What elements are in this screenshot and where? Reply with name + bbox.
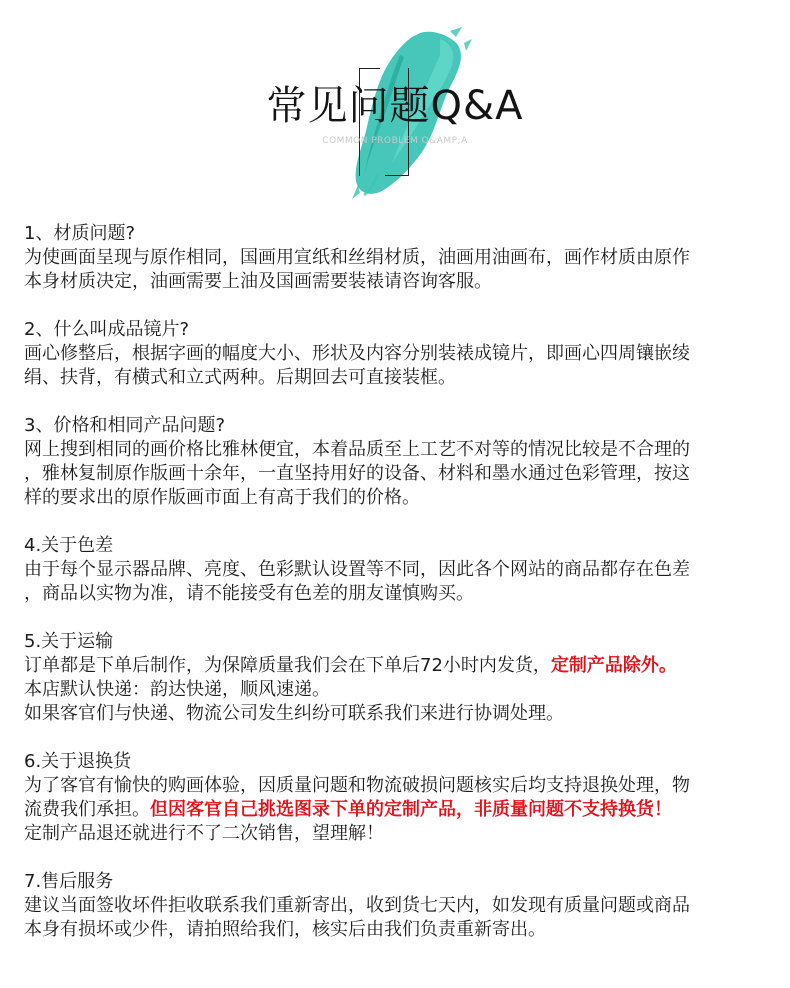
answer-line: 画心修整后，根据字画的幅度大小、形状及内容分别装裱成镜片，即画心四周镶嵌绫 (24, 343, 690, 364)
answer-line (24, 654, 772, 678)
answer-line: 本店默认快递：韵达快递，顺风速递。 (24, 679, 330, 700)
qa-item-returns (24, 750, 772, 846)
answer-line: 如果客官们与快递、物流公司发生纠纷可联系我们来进行协调处理。 (24, 703, 564, 724)
question-heading: 7.售后服务 (24, 871, 114, 892)
page-header (0, 0, 790, 200)
page-title: 常见问题Q&A (266, 83, 524, 129)
answer-text: 订单都是下单后制作，为保障质量我们会在下单后72小时内发货， (24, 655, 551, 676)
answer-line: 由于每个显示器品牌、亮度、色彩默认设置等不同，因此各个网站的商品都存在色差 (24, 559, 690, 580)
answer-line: 本身材质决定，油画需要上油及国画需要装裱请咨询客服。 (24, 271, 492, 292)
highlight-notice: 定制产品除外。 (550, 655, 677, 676)
answer-line: 定制产品退还就进行不了二次销售，望理解！ (24, 823, 384, 844)
question-heading: 4.关于色差 (24, 535, 114, 556)
qa-item-price (24, 414, 772, 510)
answer-line: ，商品以实物为准，请不能接受有色差的朋友谨慎购买。 (24, 583, 474, 604)
answer-line: 绢、扶背，有横式和立式两种。后期回去可直接装框。 (24, 367, 456, 388)
question-heading: 5.关于运输 (24, 631, 114, 652)
answer-line (24, 798, 772, 822)
answer-line: 网上搜到相同的画价格比雅林便宜，本着品质至上工艺不对等的情况比较是不合理的 (24, 439, 690, 460)
highlight-notice: 但因客官自己挑选图录下单的定制产品，非质量问题不支持换货！ (150, 799, 672, 820)
qa-item-shipping (24, 630, 772, 726)
qa-item-finished-panel (24, 318, 772, 390)
page-subtitle: COMMON PROBLEM Q&AMP;A (322, 136, 468, 146)
answer-line: ，雅林复制原作版画十余年，一直坚持用好的设备、材料和墨水通过色彩管理，按这 (24, 463, 690, 484)
answer-line: 为了客官有愉快的购画体验，因质量问题和物流破损问题核实后均支持退换处理，物 (24, 775, 690, 796)
qa-item-material (24, 222, 772, 294)
qa-item-after-sales (24, 870, 772, 942)
answer-line: 为使画面呈现与原作相同，国画用宣纸和丝绢材质，油画用油画布，画作材质由原作 (24, 247, 690, 268)
question-heading: 1、材质问题? (24, 223, 136, 244)
answer-line: 样的要求出的原作版画市面上有高于我们的价格。 (24, 487, 420, 508)
qa-item-color-difference (24, 534, 772, 606)
qa-content (24, 222, 772, 966)
question-heading: 3、价格和相同产品问题? (24, 415, 226, 436)
answer-line: 建议当面签收坏件拒收联系我们重新寄出，收到货七天内，如发现有质量问题或商品 (24, 895, 690, 916)
question-heading: 6.关于退换货 (24, 751, 132, 772)
answer-line: 本身有损坏或少件，请拍照给我们，核实后由我们负责重新寄出。 (24, 919, 546, 940)
question-heading: 2、什么叫成品镜片? (24, 319, 190, 340)
answer-text: 流费我们承担。 (24, 799, 150, 820)
